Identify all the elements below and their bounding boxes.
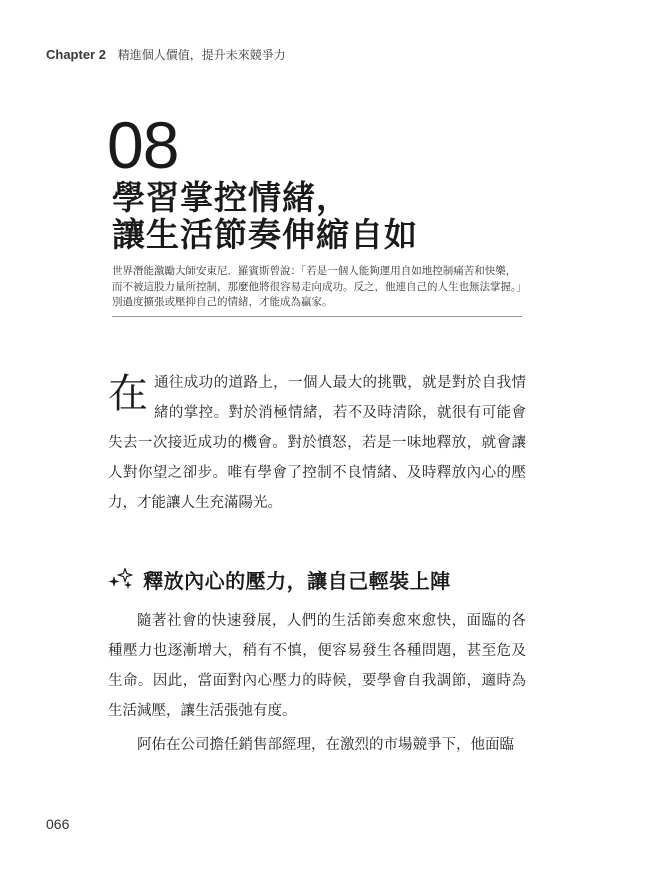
article-title-line-1: 學習掌控情緒， xyxy=(112,178,350,217)
drop-cap: 在 xyxy=(108,371,148,417)
chapter-title: 精進個人價值，提升未來競爭力 xyxy=(117,48,286,62)
article-title-line-2: 讓生活節奏伸縮自如 xyxy=(112,215,418,254)
section-heading xyxy=(108,565,451,594)
running-header xyxy=(46,46,286,63)
page-number: 066 xyxy=(46,816,70,832)
opening-paragraph xyxy=(108,368,526,518)
body-paragraph: 阿佑在公司擔任銷售部經理，在激烈的市場競爭下，他面臨 xyxy=(137,737,514,753)
sparkle-stars-icon xyxy=(108,568,134,590)
chapter-label: Chapter 2 xyxy=(46,47,106,62)
body-paragraph: 隨著社會的快速發展，人們的生活節奏愈來愈快，面臨的各種壓力也逐漸增大，稍有不慎，便容易發生各種問題，甚至危及生命。因此，當面對內心壓力的時候，要學會自我調節，適時為生活減壓，讓生活張弛有度。 xyxy=(108,613,526,719)
opening-paragraph-text: 通往成功的道路上，一個人最大的挑戰，就是對於自我情緒的掌控。對於消極情緒，若不及時清除，就很有可能會失去一次接近成功的機會。對於憤怒，若是一味地釋放，就會讓人對你望之卻步。唯有學會了控制不良情緒、及時釋放內心的壓力，才能讓人生充滿陽光。 xyxy=(108,375,526,511)
section-title: 釋放內心的壓力，讓自己輕裝上陣 xyxy=(143,569,451,593)
intro-quote: 世界潛能激勵大師安東尼．羅賓斯曾說：「若是一個人能夠運用自如地控制痛苦和快樂，而不被這股力量所控制，那麼他將很容易走向成功。反之，他連自己的人生也無法掌握。」別過度擴張或壓抑自己的情緒，才能成為贏家。 xyxy=(112,265,522,308)
article-number: 08 xyxy=(107,108,179,182)
divider-rule xyxy=(112,316,522,317)
